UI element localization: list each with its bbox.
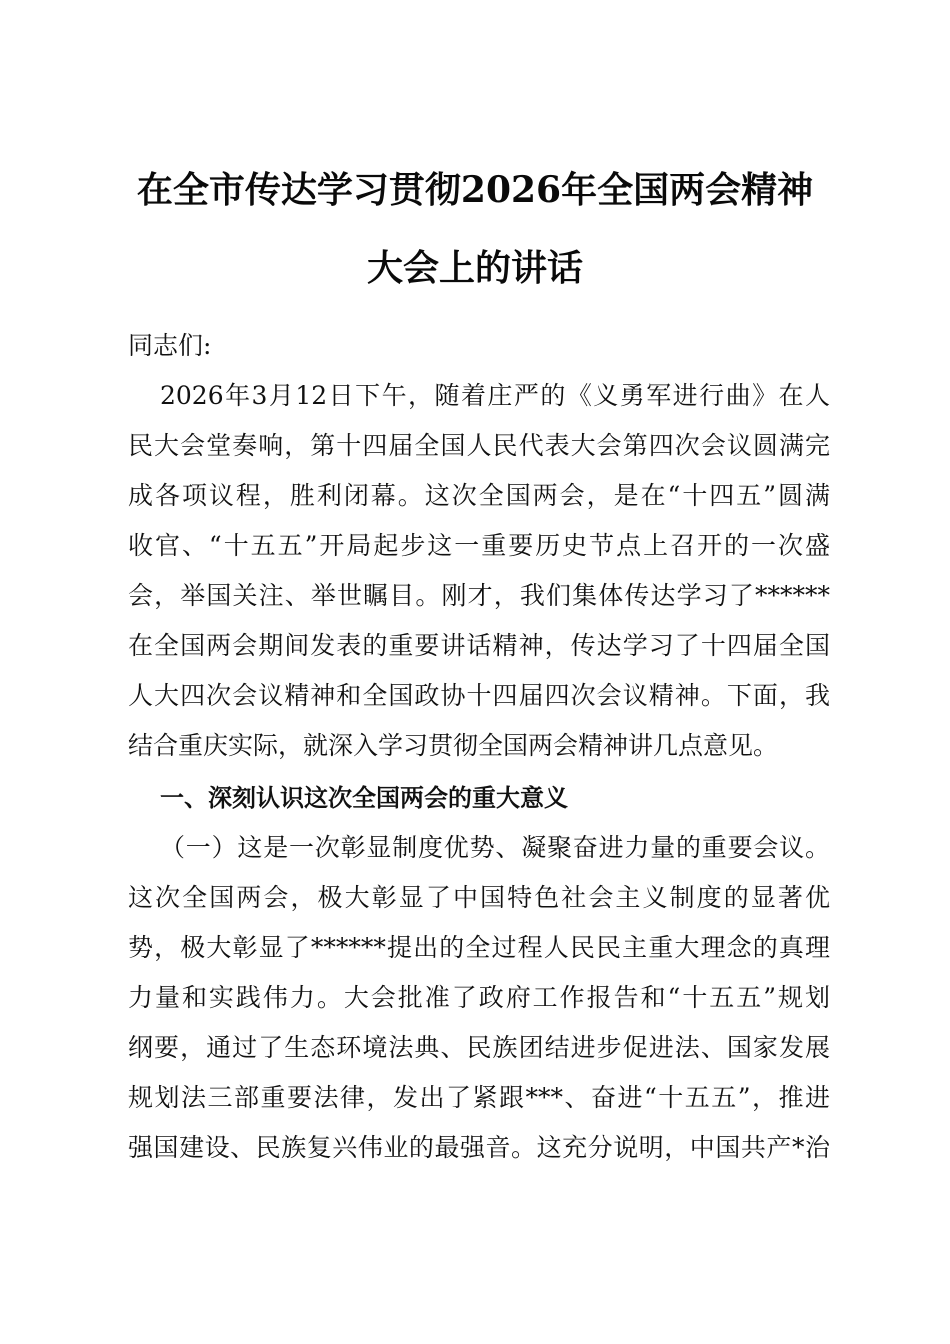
paragraph-2-line: 这次全国两会，极大彰显了中国特色社会主义制度的显著优 [128,883,830,912]
paragraph-2-line: 纲要，通过了生态环境法典、民族团结进步促进法、国家发展 [128,1033,830,1062]
paragraph-2-line: 规划法三部重要法律，发出了紧跟***、奋进“十五五”，推进 [128,1083,830,1112]
salutation: 同志们: [128,331,212,360]
paragraph-1-line: 在全国两会期间发表的重要讲话精神，传达学习了十四届全国 [128,631,830,660]
paragraph-2-line: 强国建设、民族复兴伟业的最强音。这充分说明，中国共产*治 [128,1133,830,1162]
paragraph-2-line: （一）这是一次彰显制度优势、凝聚奋进力量的重要会议。 [160,833,830,862]
paragraph-1-line: 2026年3月12日下午，随着庄严的《义勇军进行曲》在人 [160,381,830,410]
paragraph-2-line: 势，极大彰显了******提出的全过程人民民主重大理念的真理 [128,933,830,962]
paragraph-1-line: 会，举国关注、举世瞩目。刚才，我们集体传达学习了****** [128,581,830,610]
paragraph-1-line: 结合重庆实际，就深入学习贯彻全国两会精神讲几点意见。 [128,731,779,760]
paragraph-2-line: 力量和实践伟力。大会批准了政府工作报告和“十五五”规划 [128,983,830,1012]
paragraph-1-line: 成各项议程，胜利闭幕。这次全国两会，是在“十四五”圆满 [128,481,830,510]
document-title-line-2: 大会上的讲话 [366,247,583,289]
section-1-heading: 一、深刻认识这次全国两会的重大意义 [160,784,568,812]
document-title-line-1: 在全市传达学习贯彻2026年全国两会精神 [136,169,814,211]
paragraph-1-line: 民大会堂奏响，第十四届全国人民代表大会第四次会议圆满完 [128,431,830,460]
paragraph-1-line: 收官、“十五五”开局起步这一重要历史节点上召开的一次盛 [128,531,830,560]
paragraph-1-line: 人大四次会议精神和全国政协十四届四次会议精神。下面，我 [128,681,830,710]
